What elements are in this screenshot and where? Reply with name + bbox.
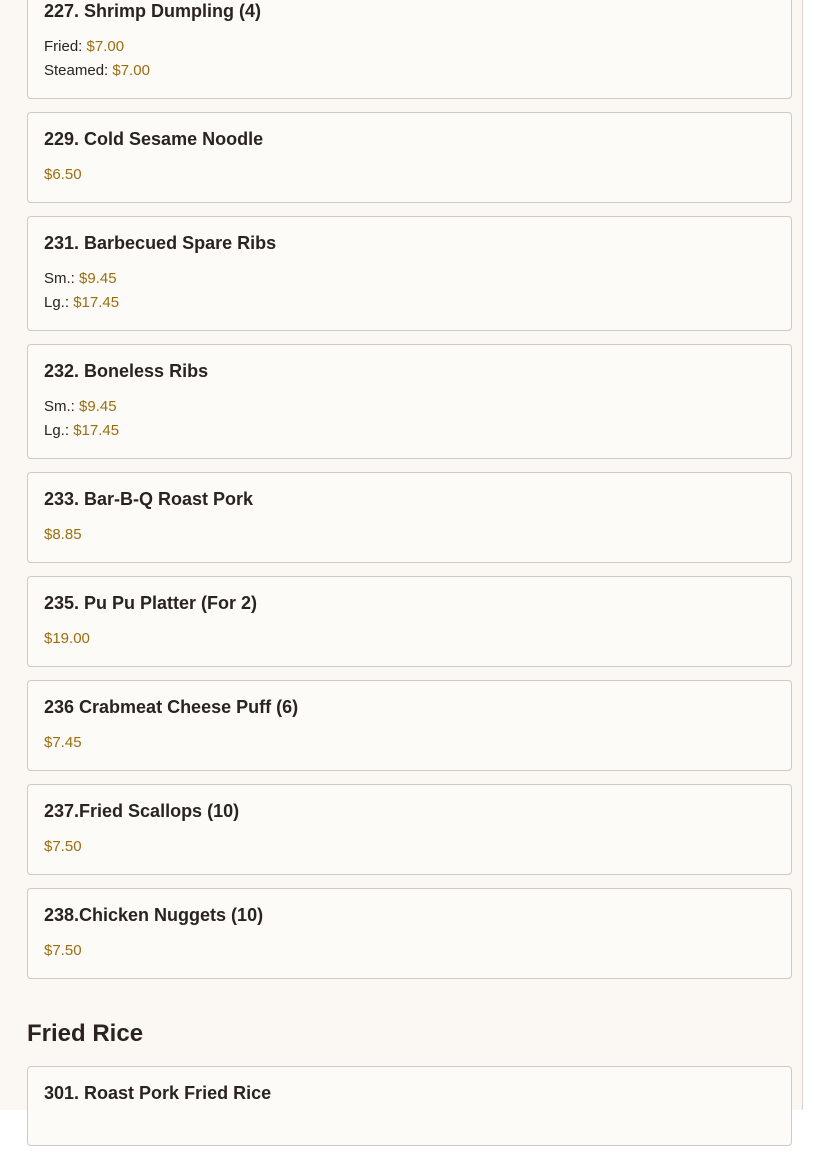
price-row — [44, 59, 775, 83]
price-value: $6.50 — [44, 166, 82, 183]
menu-item-name: 301. Roast Pork Fried Rice — [44, 1083, 272, 1103]
price-list — [44, 395, 775, 443]
price-label: Lg.: — [44, 422, 74, 439]
price-label: Lg.: — [44, 294, 74, 311]
price-value: $17.45 — [73, 422, 120, 439]
price-value: $7.00 — [112, 62, 150, 79]
menu-item-name: 231. Barbecued Spare Ribs — [44, 233, 277, 253]
price-row — [44, 163, 775, 187]
price-value: $7.50 — [44, 838, 82, 855]
price-row — [44, 395, 775, 419]
price-value: $7.00 — [86, 38, 125, 55]
menu-item-name: 238.Chicken Nuggets (10) — [44, 905, 264, 925]
menu-item-card[interactable] — [27, 1066, 792, 1146]
menu-item-card[interactable] — [27, 112, 792, 203]
price-list — [44, 163, 775, 187]
price-list — [44, 627, 775, 651]
menu-item-name: 237.Fried Scallops (10) — [44, 801, 240, 821]
price-value: $7.50 — [44, 942, 82, 959]
price-row — [44, 627, 775, 651]
price-label: Sm.: — [44, 270, 80, 287]
price-label: Fried: — [44, 38, 87, 55]
price-list — [44, 731, 775, 755]
price-list — [44, 523, 775, 547]
price-row — [44, 523, 775, 547]
price-label: Steamed: — [44, 62, 113, 79]
price-value: $17.45 — [73, 294, 120, 311]
menu-item-name: 227. Shrimp Dumpling (4) — [44, 1, 262, 21]
price-row — [44, 731, 775, 755]
price-list — [44, 835, 775, 859]
price-list — [44, 939, 775, 963]
price-row — [44, 939, 775, 963]
price-row — [44, 835, 775, 859]
price-value: $8.85 — [44, 526, 82, 543]
price-list — [44, 267, 775, 315]
menu-item-name: 229. Cold Sesame Noodle — [44, 129, 264, 149]
menu-item-card[interactable] — [27, 680, 792, 771]
menu-item-name: 232. Boneless Ribs — [44, 361, 209, 381]
menu-item-card[interactable] — [27, 576, 792, 667]
price-row — [44, 35, 775, 59]
price-row — [44, 267, 775, 291]
menu-item-name: 236 Crabmeat Cheese Puff (6) — [44, 697, 299, 717]
price-value: $19.00 — [44, 630, 90, 647]
price-row — [44, 419, 775, 443]
menu-item-card[interactable] — [27, 472, 792, 563]
menu-item-card[interactable] — [27, 888, 792, 979]
price-row — [44, 291, 775, 315]
menu-item-card[interactable] — [27, 216, 792, 331]
menu-item-card[interactable] — [27, 344, 792, 459]
menu-item-card[interactable] — [27, 0, 792, 99]
menu-item-name: 235. Pu Pu Platter (For 2) — [44, 593, 258, 613]
price-value: $9.45 — [79, 398, 117, 415]
price-list — [44, 35, 775, 83]
menu-item-card[interactable] — [27, 784, 792, 875]
price-value: $7.45 — [44, 734, 82, 751]
menu-list — [27, 0, 792, 1159]
menu-item-name: 233. Bar-B-Q Roast Pork — [44, 489, 254, 509]
price-value: $9.45 — [79, 270, 117, 287]
price-label: Sm.: — [44, 398, 80, 415]
section-title-fried-rice: Fried Rice — [27, 1020, 144, 1047]
